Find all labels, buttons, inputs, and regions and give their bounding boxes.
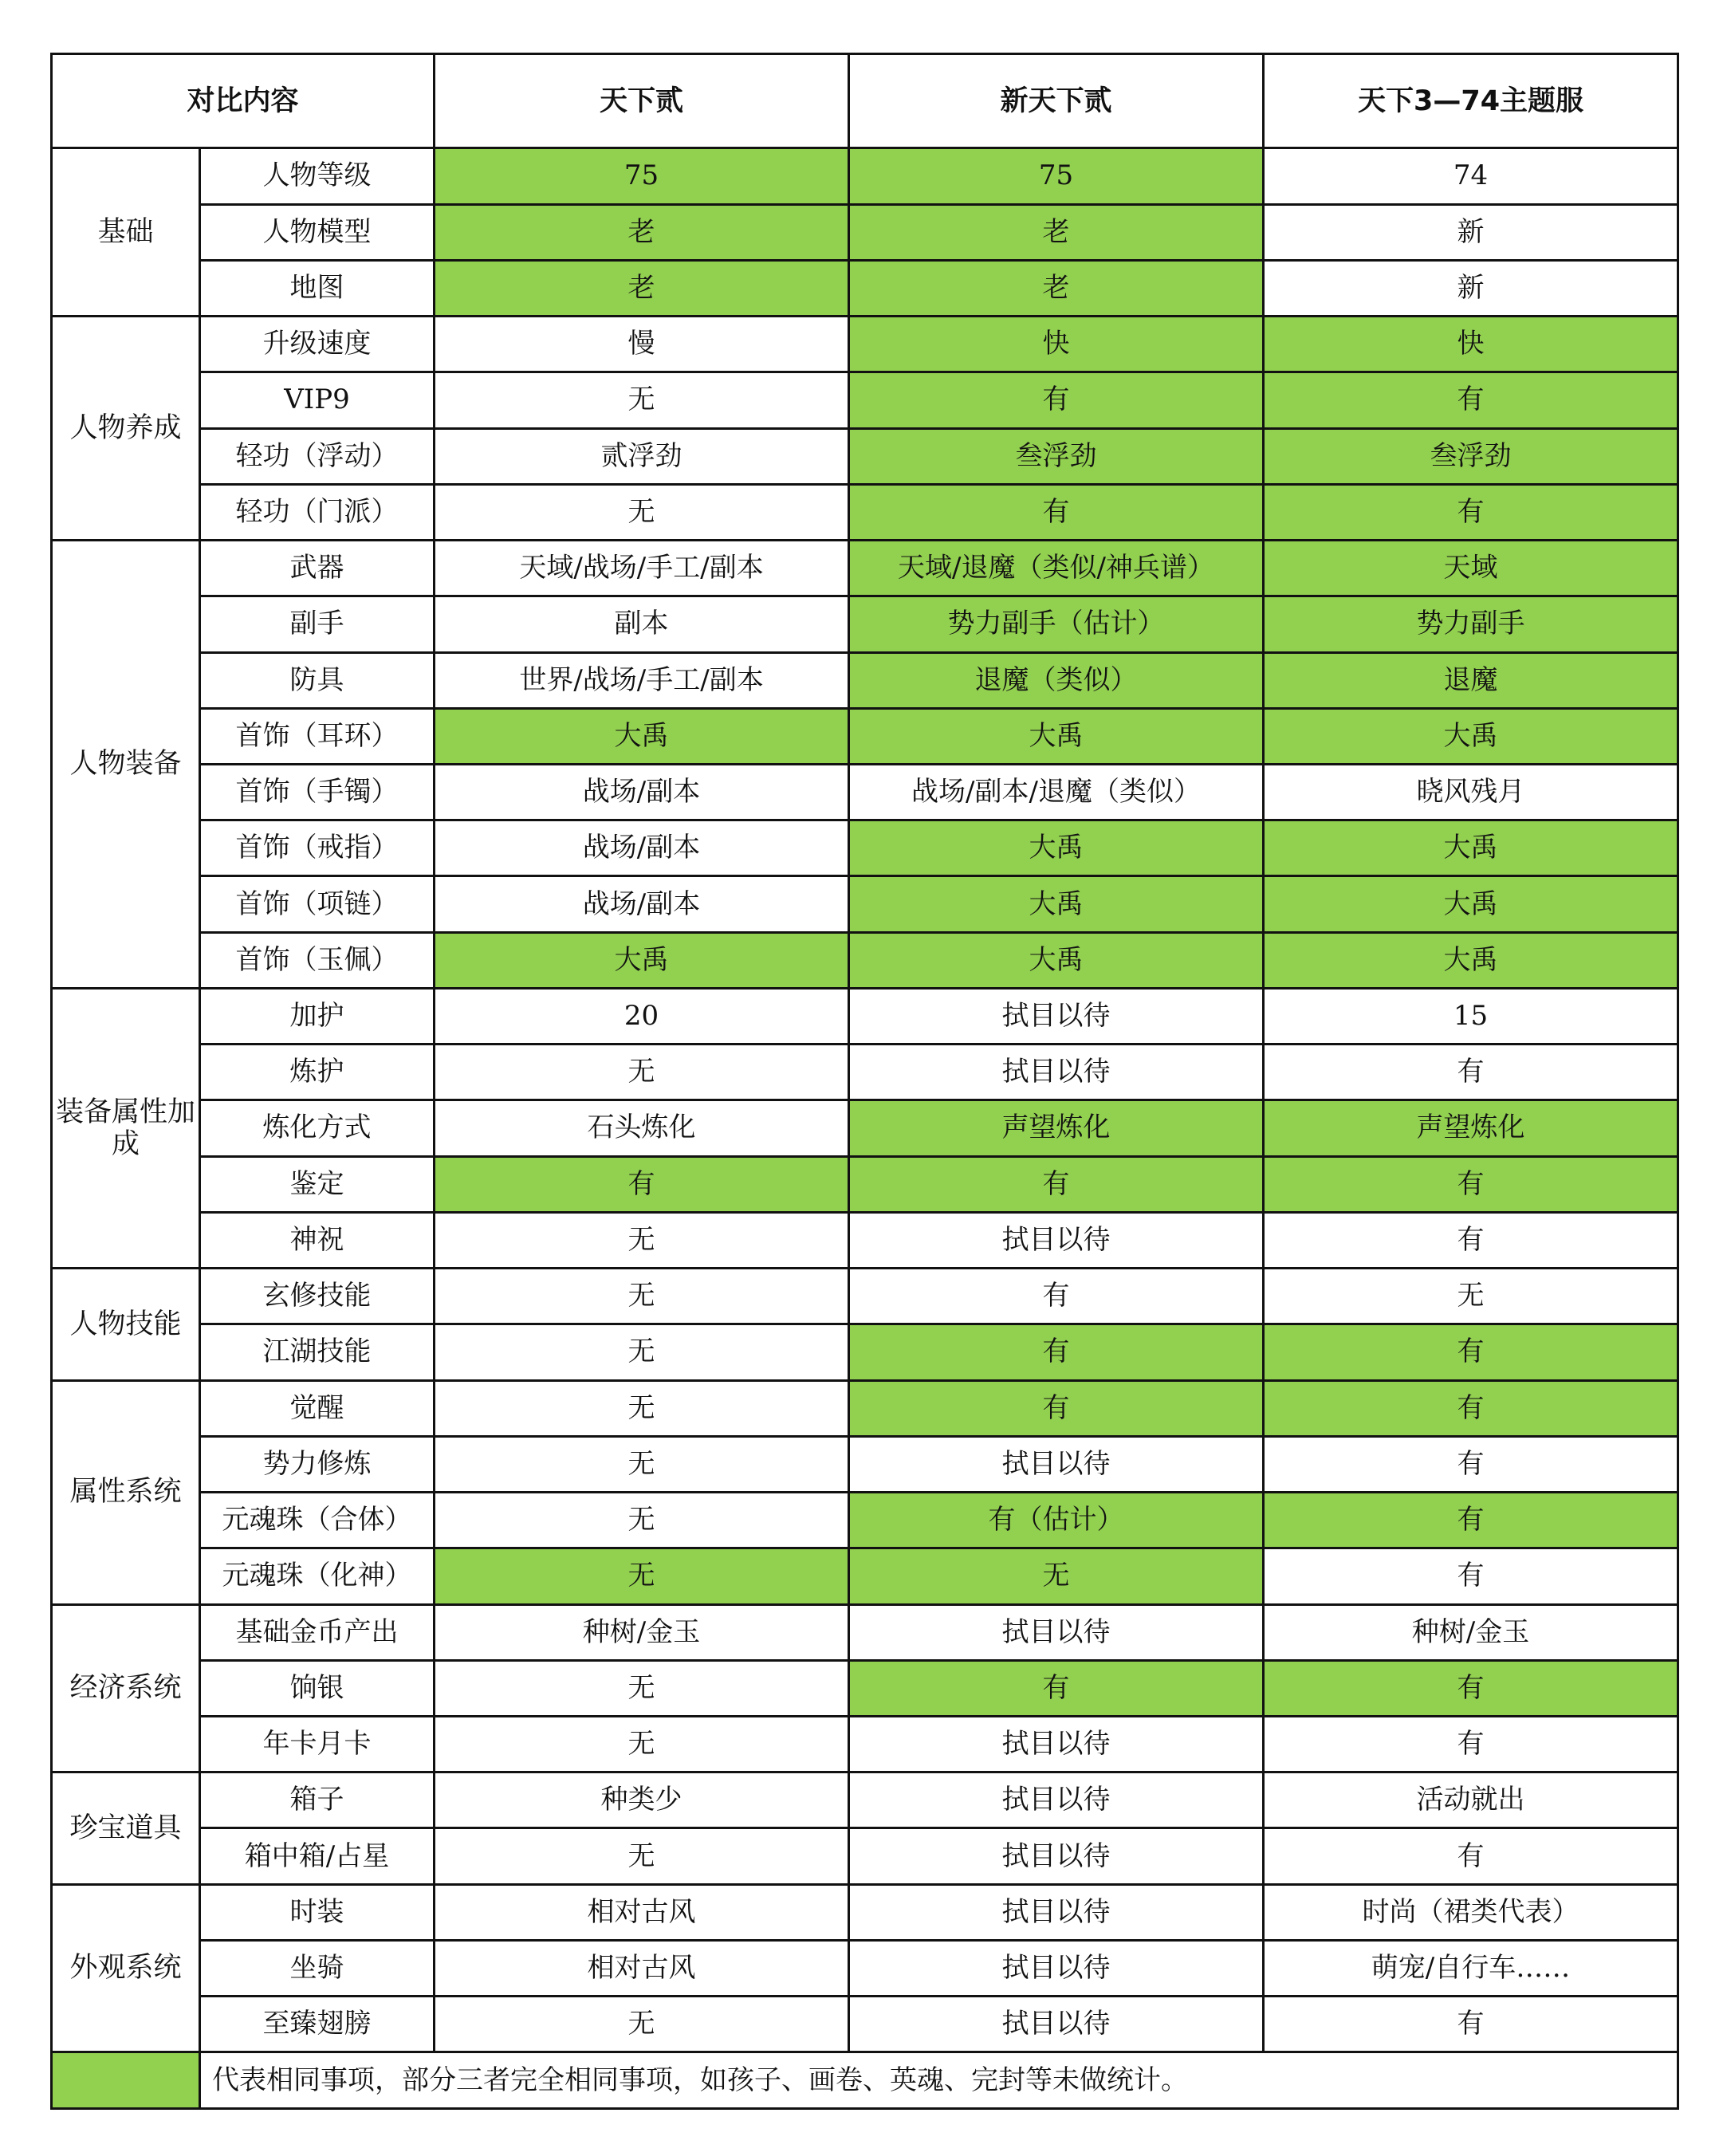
value-cell: 有 [1264,1997,1678,2052]
item-cell: 加护 [200,988,435,1044]
value-cell: 大禹 [1264,708,1678,764]
value-cell: 老 [849,260,1264,316]
value-cell: 晓风残月 [1264,764,1678,820]
header-tianxia3-74: 天下3—74主题服 [1264,54,1678,148]
item-cell: 炼化方式 [200,1100,435,1156]
value-cell: 拭目以待 [849,1997,1264,2052]
table-row [52,1493,1678,1548]
item-cell: 首饰（耳环） [200,708,435,764]
table-row [52,1660,1678,1716]
category-cell: 属性系统 [52,1380,200,1604]
value-cell: 退魔（类似） [849,652,1264,708]
table-row [52,484,1678,540]
value-cell: 75 [435,148,849,204]
value-cell: 战场/副本 [435,764,849,820]
value-cell: 石头炼化 [435,1100,849,1156]
value-cell: 75 [849,148,1264,204]
table-row [52,1548,1678,1604]
item-cell: 防具 [200,652,435,708]
item-cell: 武器 [200,541,435,596]
value-cell: 无 [435,1269,849,1324]
table-row [52,1156,1678,1212]
table-row [52,428,1678,484]
value-cell: 有 [1264,1212,1678,1268]
legend-swatch [52,2052,200,2109]
value-cell: 有 [1264,1828,1678,1884]
value-cell: 新 [1264,260,1678,316]
value-cell: 拭目以待 [849,1940,1264,1996]
value-cell: 大禹 [1264,932,1678,988]
item-cell: 炼护 [200,1045,435,1100]
category-cell: 装备属性加成 [52,988,200,1268]
value-cell: 拭目以待 [849,1828,1264,1884]
value-cell: 相对古风 [435,1884,849,1940]
item-cell: 玄修技能 [200,1269,435,1324]
value-cell: 势力副手（估计） [849,596,1264,652]
value-cell: 种类少 [435,1772,849,1828]
table-row [52,1436,1678,1492]
value-cell: 大禹 [435,932,849,988]
value-cell: 慢 [435,317,849,372]
value-cell: 有 [1264,1660,1678,1716]
value-cell: 退魔 [1264,652,1678,708]
value-cell: 大禹 [1264,876,1678,932]
item-cell: 时装 [200,1884,435,1940]
value-cell: 有 [849,1156,1264,1212]
value-cell: 无 [435,1380,849,1436]
value-cell: 无 [435,372,849,428]
table-row [52,988,1678,1044]
category-cell: 人物装备 [52,541,200,989]
legend-note: 代表相同事项，部分三者完全相同事项，如孩子、画卷、英魂、完封等未做统计。 [200,2052,1678,2109]
item-cell: 年卡月卡 [200,1716,435,1772]
value-cell: 无 [435,1212,849,1268]
item-cell: 人物等级 [200,148,435,204]
value-cell: 无 [435,1493,849,1548]
value-cell: 种树/金玉 [435,1604,849,1660]
value-cell: 有（估计） [849,1493,1264,1548]
item-cell: VIP9 [200,372,435,428]
value-cell: 种树/金玉 [1264,1604,1678,1660]
item-cell: 箱子 [200,1772,435,1828]
value-cell: 天域/战场/手工/副本 [435,541,849,596]
value-cell: 声望炼化 [849,1100,1264,1156]
table-row [52,820,1678,876]
header-row [52,54,1678,148]
table-row [52,317,1678,372]
value-cell: 无 [435,1997,849,2052]
value-cell: 时尚（裙类代表） [1264,1884,1678,1940]
value-cell: 20 [435,988,849,1044]
value-cell: 大禹 [1264,820,1678,876]
value-cell: 活动就出 [1264,1772,1678,1828]
item-cell: 副手 [200,596,435,652]
value-cell: 无 [435,1045,849,1100]
value-cell: 有 [1264,1045,1678,1100]
item-cell: 坐骑 [200,1940,435,1996]
item-cell: 觉醒 [200,1380,435,1436]
item-cell: 江湖技能 [200,1324,435,1380]
table-row [52,260,1678,316]
value-cell: 拭目以待 [849,988,1264,1044]
table-row [52,541,1678,596]
value-cell: 无 [435,1828,849,1884]
value-cell: 大禹 [849,820,1264,876]
value-cell: 无 [1264,1269,1678,1324]
category-cell: 外观系统 [52,1884,200,2052]
value-cell: 叁浮劲 [1264,428,1678,484]
value-cell: 叁浮劲 [849,428,1264,484]
category-cell: 珍宝道具 [52,1772,200,1884]
value-cell: 有 [1264,1324,1678,1380]
value-cell: 有 [849,484,1264,540]
value-cell: 有 [849,1660,1264,1716]
value-cell: 15 [1264,988,1678,1044]
value-cell: 老 [435,260,849,316]
value-cell: 有 [1264,1380,1678,1436]
header-compare-content: 对比内容 [52,54,435,148]
value-cell: 天域 [1264,541,1678,596]
value-cell: 有 [849,1269,1264,1324]
item-cell: 首饰（玉佩） [200,932,435,988]
table-row [52,372,1678,428]
value-cell: 拭目以待 [849,1772,1264,1828]
value-cell: 有 [1264,1156,1678,1212]
table-row [52,876,1678,932]
value-cell: 战场/副本 [435,820,849,876]
item-cell: 人物模型 [200,204,435,260]
value-cell: 副本 [435,596,849,652]
table-row [52,1997,1678,2052]
table-row [52,596,1678,652]
table-row [52,204,1678,260]
header-new-tianxia2: 新天下贰 [849,54,1264,148]
table-row [52,1212,1678,1268]
value-cell: 无 [435,1660,849,1716]
value-cell: 天域/退魔（类似/神兵谱） [849,541,1264,596]
item-cell: 鉴定 [200,1156,435,1212]
table-row [52,1380,1678,1436]
table-row [52,1716,1678,1772]
value-cell: 有 [1264,1493,1678,1548]
value-cell: 战场/副本/退魔（类似） [849,764,1264,820]
item-cell: 饷银 [200,1660,435,1716]
value-cell: 萌宠/自行车…… [1264,1940,1678,1996]
value-cell: 有 [1264,372,1678,428]
value-cell: 快 [849,317,1264,372]
table-row [52,1772,1678,1828]
table-row [52,1324,1678,1380]
item-cell: 至臻翅膀 [200,1997,435,2052]
item-cell: 轻功（浮动） [200,428,435,484]
value-cell: 老 [849,204,1264,260]
value-cell: 有 [849,1380,1264,1436]
table-row [52,708,1678,764]
value-cell: 无 [435,1716,849,1772]
value-cell: 拭目以待 [849,1045,1264,1100]
header-tianxia2: 天下贰 [435,54,849,148]
value-cell: 世界/战场/手工/副本 [435,652,849,708]
value-cell: 有 [849,372,1264,428]
table-row [52,1604,1678,1660]
item-cell: 地图 [200,260,435,316]
table-row [52,1100,1678,1156]
value-cell: 大禹 [849,876,1264,932]
value-cell: 有 [1264,1716,1678,1772]
legend-row [52,2052,1678,2109]
value-cell: 有 [1264,1436,1678,1492]
value-cell: 有 [435,1156,849,1212]
item-cell: 势力修炼 [200,1436,435,1492]
value-cell: 新 [1264,204,1678,260]
value-cell: 老 [435,204,849,260]
table-row [52,764,1678,820]
value-cell: 无 [435,1324,849,1380]
category-cell: 人物养成 [52,317,200,541]
item-cell: 升级速度 [200,317,435,372]
item-cell: 首饰（戒指） [200,820,435,876]
item-cell: 神祝 [200,1212,435,1268]
value-cell: 无 [849,1548,1264,1604]
table-row [52,1884,1678,1940]
value-cell: 拭目以待 [849,1436,1264,1492]
value-cell: 战场/副本 [435,876,849,932]
value-cell: 快 [1264,317,1678,372]
value-cell: 贰浮劲 [435,428,849,484]
item-cell: 首饰（项链） [200,876,435,932]
value-cell: 拭目以待 [849,1212,1264,1268]
table-row [52,932,1678,988]
category-cell: 人物技能 [52,1269,200,1380]
value-cell: 拭目以待 [849,1716,1264,1772]
item-cell: 元魂珠（化神） [200,1548,435,1604]
category-cell: 基础 [52,148,200,317]
value-cell: 大禹 [849,708,1264,764]
value-cell: 无 [435,484,849,540]
comparison-table [50,53,1679,2110]
table-row [52,1269,1678,1324]
item-cell: 首饰（手镯） [200,764,435,820]
value-cell: 声望炼化 [1264,1100,1678,1156]
category-cell: 经济系统 [52,1604,200,1772]
value-cell: 无 [435,1548,849,1604]
value-cell: 大禹 [435,708,849,764]
value-cell: 拭目以待 [849,1884,1264,1940]
table-row [52,652,1678,708]
table-row [52,1045,1678,1100]
item-cell: 箱中箱/占星 [200,1828,435,1884]
value-cell: 势力副手 [1264,596,1678,652]
table-row [52,1828,1678,1884]
value-cell: 有 [849,1324,1264,1380]
table-row [52,148,1678,204]
value-cell: 拭目以待 [849,1604,1264,1660]
item-cell: 基础金币产出 [200,1604,435,1660]
item-cell: 元魂珠（合体） [200,1493,435,1548]
value-cell: 有 [1264,484,1678,540]
value-cell: 大禹 [849,932,1264,988]
value-cell: 有 [1264,1548,1678,1604]
value-cell: 无 [435,1436,849,1492]
item-cell: 轻功（门派） [200,484,435,540]
value-cell: 74 [1264,148,1678,204]
table-row [52,1940,1678,1996]
value-cell: 相对古风 [435,1940,849,1996]
